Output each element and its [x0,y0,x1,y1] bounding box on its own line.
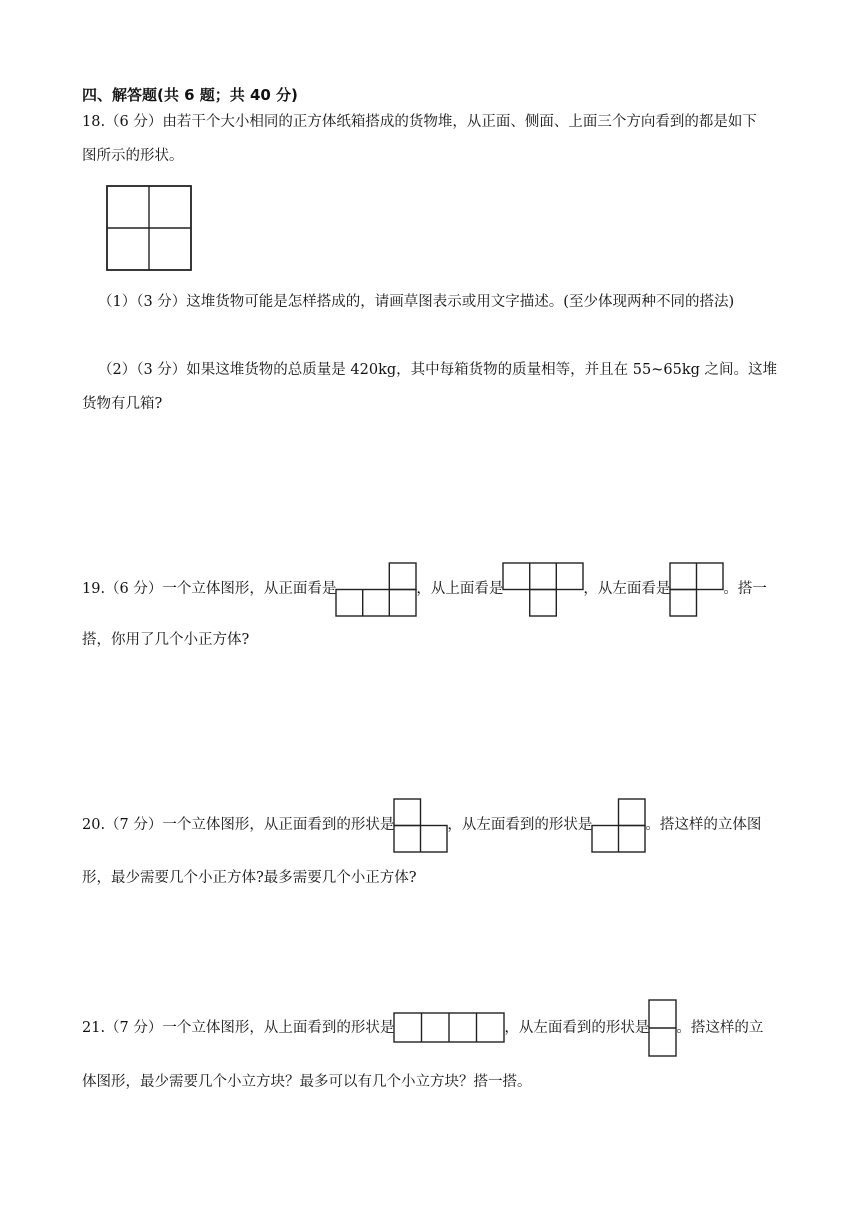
q18-sub1: （1）（3 分）这堆货物可能是怎样搭成的，请画草图表示或用文字描述。(至少体现两种不同的搭法) [98,294,735,310]
q20-line2: 形，最少需要几个小正方体?最多需要几个小正方体? [82,870,417,886]
q21-part3: 。搭这样的立 [676,1020,764,1036]
q20-part1: 20.（7 分）一个立体图形，从正面看到的形状是 [82,817,395,833]
q19-left-view-figure [670,563,723,616]
q18-sub2-line2: 货物有几箱? [82,396,163,412]
q21-line2: 体图形，最少需要几个小立方块？最多可以有几个小立方块？搭一搭。 [82,1074,532,1090]
q19-part4: 。搭一 [723,581,767,597]
q19-line2: 搭，你用了几个小正方体? [82,632,250,648]
q20-part2: ，从左面看到的形状是 [447,817,593,833]
q19-part1: 19.（6 分）一个立体图形，从正面看是 [82,581,337,597]
q18-view-figure [107,186,191,270]
q18-sub2-line1: （2）（3 分）如果这堆货物的总质量是 420kg，其中每箱货物的质量相等，并且在 55~65kg 之间。这堆 [98,362,777,378]
q21-left-view-figure [649,1000,676,1056]
q19-top-view-figure [503,563,583,616]
q20-part3: 。搭这样的立体图 [645,817,762,833]
q19-line1 [82,562,767,616]
q18-text-line1: 18.（6 分）由若干个大小相同的正方体纸箱搭成的货物堆，从正面、侧面、上面三个方向看到的都是如下 [82,114,757,130]
q19-part2: ，从上面看是 [416,581,504,597]
q21-part1: 21.（7 分）一个立体图形，从上面看到的形状是 [82,1020,395,1036]
section-title: 四、解答题(共 6 题；共 40 分) [82,86,298,104]
q20-front-view-figure [394,799,447,852]
q18-text-line2: 图所示的形状。 [82,148,184,164]
q19-front-view-figure [336,563,416,616]
q20-left-view-figure [592,799,645,852]
q21-line1 [82,1000,763,1056]
q19-part3: ，从左面看是 [583,581,671,597]
q21-top-view-figure [394,1013,504,1042]
q20-line1 [82,798,761,852]
q21-part2: ，从左面看到的形状是 [504,1020,650,1036]
